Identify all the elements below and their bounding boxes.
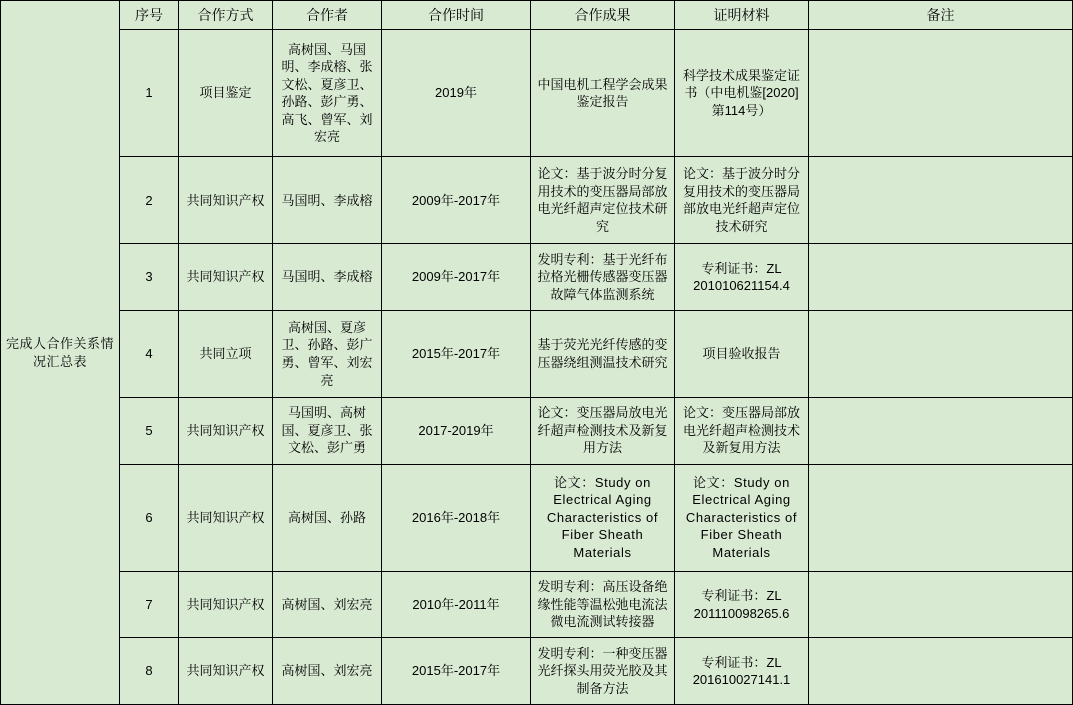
table-row xyxy=(1,571,1073,638)
cell-note xyxy=(809,157,1073,244)
column-header-seq: 序号 xyxy=(120,1,179,30)
cell-time: 2015年-2017年 xyxy=(382,311,531,398)
cell-mode: 共同立项 xyxy=(179,311,273,398)
cell-result: 中国电机工程学会成果鉴定报告 xyxy=(531,30,675,157)
cell-note xyxy=(809,397,1073,464)
cell-time: 2009年-2017年 xyxy=(382,244,531,311)
cell-mode: 共同知识产权 xyxy=(179,571,273,638)
cell-seq: 8 xyxy=(120,638,179,705)
cell-time: 2016年-2018年 xyxy=(382,464,531,571)
cell-note xyxy=(809,30,1073,157)
cell-proof: 项目验收报告 xyxy=(675,311,809,398)
cell-partner: 马国明、李成榕 xyxy=(273,244,382,311)
cell-mode: 共同知识产权 xyxy=(179,464,273,571)
table-row xyxy=(1,30,1073,157)
cell-proof: 论文：变压器局部放电光纤超声检测技术及新复用方法 xyxy=(675,397,809,464)
cell-proof: 专利证书：ZL 201610027141.1 xyxy=(675,638,809,705)
cell-partner: 马国明、高树国、夏彦卫、张文松、彭广勇 xyxy=(273,397,382,464)
cell-seq: 1 xyxy=(120,30,179,157)
cell-mode: 共同知识产权 xyxy=(179,397,273,464)
cell-seq: 2 xyxy=(120,157,179,244)
cell-proof: 论文：Study on Electrical Aging Characteristics of Fiber Sheath Materials xyxy=(675,464,809,571)
cell-seq: 5 xyxy=(120,397,179,464)
table-row xyxy=(1,244,1073,311)
cell-result: 论文：变压器局放电光纤超声检测技术及新复用方法 xyxy=(531,397,675,464)
cell-time: 2015年-2017年 xyxy=(382,638,531,705)
table-header-row xyxy=(1,1,1073,30)
column-header-time: 合作时间 xyxy=(382,1,531,30)
cell-proof: 专利证书：ZL 201010621154.4 xyxy=(675,244,809,311)
column-header-note: 备注 xyxy=(809,1,1073,30)
cell-result: 论文：Study on Electrical Aging Characteristics of Fiber Sheath Materials xyxy=(531,464,675,571)
table-row xyxy=(1,397,1073,464)
cell-proof: 专利证书：ZL 201110098265.6 xyxy=(675,571,809,638)
cell-note xyxy=(809,638,1073,705)
cell-time: 2009年-2017年 xyxy=(382,157,531,244)
cell-note xyxy=(809,311,1073,398)
table-row xyxy=(1,638,1073,705)
cell-seq: 6 xyxy=(120,464,179,571)
cell-result: 发明专利：基于光纤布拉格光栅传感器变压器故障气体监测系统 xyxy=(531,244,675,311)
cell-result: 发明专利：一种变压器光纤探头用荧光胶及其制备方法 xyxy=(531,638,675,705)
cell-partner: 高树国、夏彦卫、孙路、彭广勇、曾军、刘宏亮 xyxy=(273,311,382,398)
cell-mode: 共同知识产权 xyxy=(179,244,273,311)
cell-seq: 3 xyxy=(120,244,179,311)
cell-seq: 4 xyxy=(120,311,179,398)
cell-proof: 科学技术成果鉴定证书（中电机鉴[2020]第114号） xyxy=(675,30,809,157)
cell-time: 2010年-2011年 xyxy=(382,571,531,638)
cell-note xyxy=(809,464,1073,571)
column-header-mode: 合作方式 xyxy=(179,1,273,30)
cell-seq: 7 xyxy=(120,571,179,638)
cell-partner: 高树国、刘宏亮 xyxy=(273,638,382,705)
cell-mode: 项目鉴定 xyxy=(179,30,273,157)
cell-time: 2019年 xyxy=(382,30,531,157)
column-header-partner: 合作者 xyxy=(273,1,382,30)
cell-partner: 高树国、马国明、李成榕、张文松、夏彦卫、孙路、彭广勇、高飞、曾军、刘宏亮 xyxy=(273,30,382,157)
cell-mode: 共同知识产权 xyxy=(179,157,273,244)
cell-partner: 高树国、刘宏亮 xyxy=(273,571,382,638)
cell-result: 基于荧光光纤传感的变压器绕组测温技术研究 xyxy=(531,311,675,398)
cell-result: 论文：基于波分时分复用技术的变压器局部放电光纤超声定位技术研究 xyxy=(531,157,675,244)
table-row xyxy=(1,157,1073,244)
cell-time: 2017-2019年 xyxy=(382,397,531,464)
cell-result: 发明专利：高压设备绝缘性能等温松弛电流法微电流测试转接器 xyxy=(531,571,675,638)
table-row-label: 完成人合作关系情况汇总表 xyxy=(1,1,120,705)
cell-partner: 高树国、孙路 xyxy=(273,464,382,571)
table-row xyxy=(1,311,1073,398)
column-header-proof: 证明材料 xyxy=(675,1,809,30)
column-header-result: 合作成果 xyxy=(531,1,675,30)
cell-partner: 马国明、李成榕 xyxy=(273,157,382,244)
cell-proof: 论文：基于波分时分复用技术的变压器局部放电光纤超声定位技术研究 xyxy=(675,157,809,244)
cell-note xyxy=(809,571,1073,638)
cell-mode: 共同知识产权 xyxy=(179,638,273,705)
cell-note xyxy=(809,244,1073,311)
table-row xyxy=(1,464,1073,571)
